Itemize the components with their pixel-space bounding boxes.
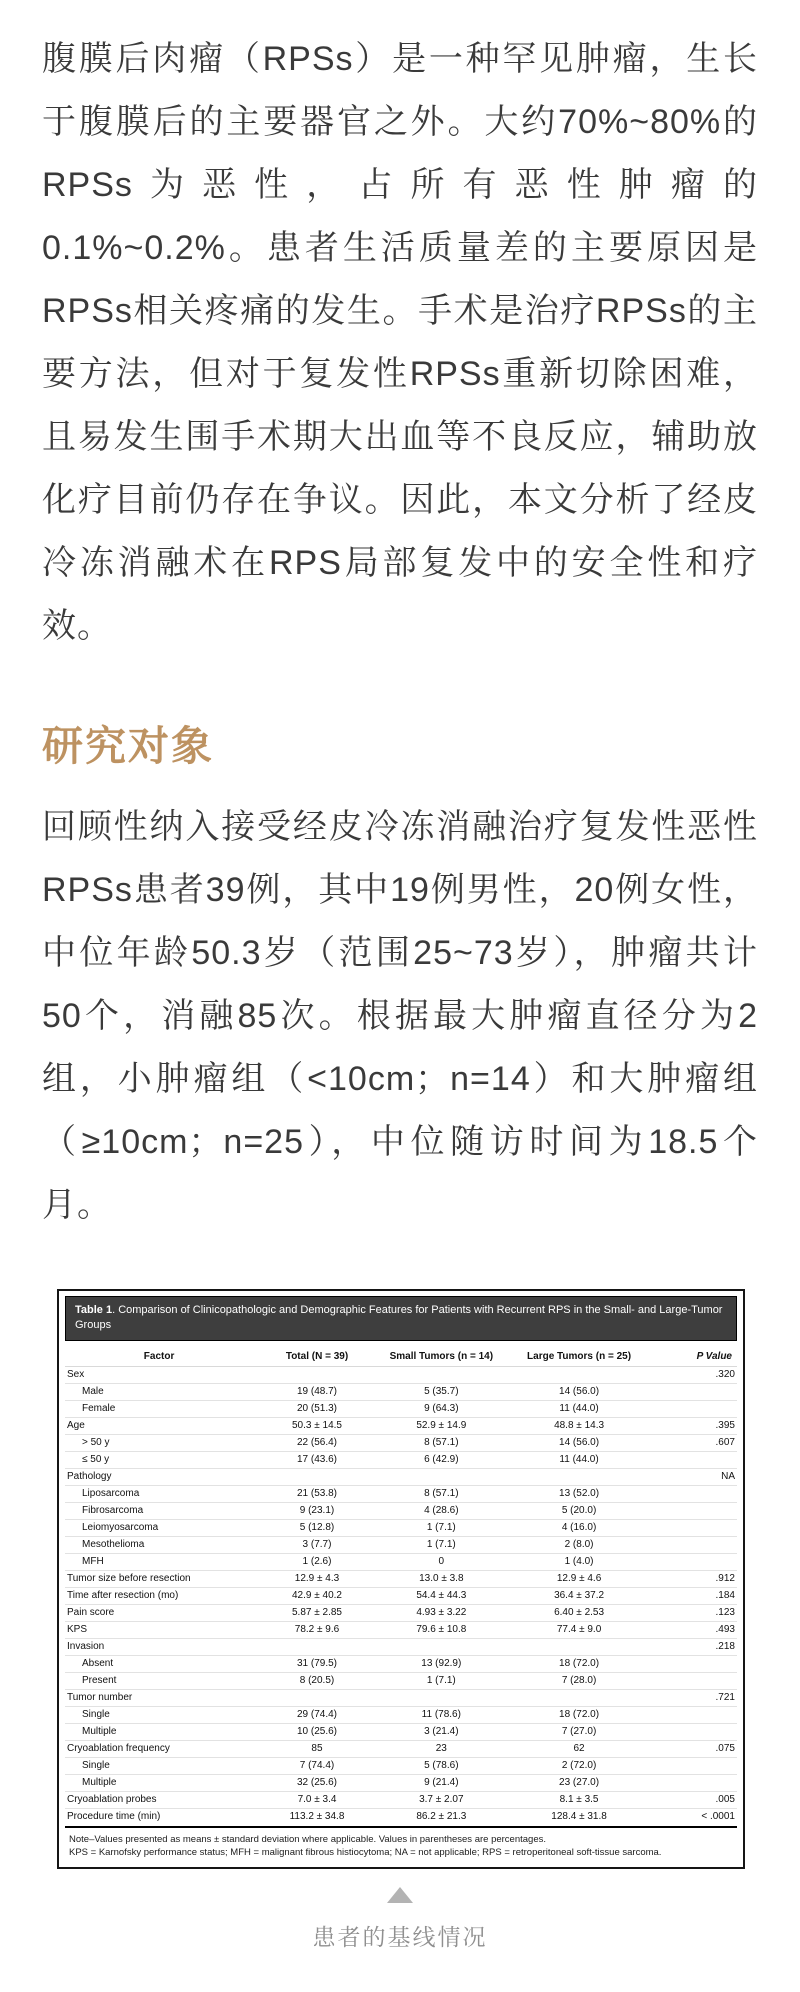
cell-pvalue <box>656 1775 737 1792</box>
row-label: Absent <box>65 1656 253 1673</box>
cell-value <box>381 1469 502 1486</box>
cell-value: 7 (27.0) <box>502 1724 657 1741</box>
cell-pvalue <box>656 1503 737 1520</box>
table-row <box>65 1809 737 1826</box>
cell-pvalue: .218 <box>656 1639 737 1656</box>
row-label: Age <box>65 1418 253 1435</box>
cell-pvalue: NA <box>656 1469 737 1486</box>
table-row <box>65 1435 737 1452</box>
row-label: > 50 y <box>65 1435 253 1452</box>
row-label: Multiple <box>65 1724 253 1741</box>
cell-value: 20 (51.3) <box>253 1401 381 1418</box>
cell-value <box>502 1690 657 1707</box>
row-label: Single <box>65 1758 253 1775</box>
cell-value: 6.40 ± 2.53 <box>502 1605 657 1622</box>
cell-value: 8 (57.1) <box>381 1435 502 1452</box>
cell-pvalue <box>656 1724 737 1741</box>
cell-value: 14 (56.0) <box>502 1435 657 1452</box>
table-note-line2: KPS = Karnofsky performance status; MFH = malignant fibrous histiocytoma; NA = not applicable; RPS = retroperitoneal soft-tissue sarcoma. <box>69 1847 662 1858</box>
cell-value: 42.9 ± 40.2 <box>253 1588 381 1605</box>
cell-value: 54.4 ± 44.3 <box>381 1588 502 1605</box>
cell-value: 21 (53.8) <box>253 1486 381 1503</box>
row-label: MFH <box>65 1554 253 1571</box>
cell-value: 77.4 ± 9.0 <box>502 1622 657 1639</box>
cell-value: 1 (7.1) <box>381 1537 502 1554</box>
row-label: Female <box>65 1401 253 1418</box>
cell-value: 8 (20.5) <box>253 1673 381 1690</box>
cell-value: 13.0 ± 3.8 <box>381 1571 502 1588</box>
table-row <box>65 1571 737 1588</box>
cell-value: 9 (64.3) <box>381 1401 502 1418</box>
cell-value: 12.9 ± 4.3 <box>253 1571 381 1588</box>
cell-pvalue: < .0001 <box>701 1811 735 1822</box>
section-heading: 研究对象 <box>42 723 214 769</box>
table-note-line1: Note–Values presented as means ± standard deviation where applicable. Values in parentheses are percentages. <box>69 1834 546 1845</box>
row-label: Invasion <box>65 1639 253 1656</box>
table-row <box>65 1401 737 1418</box>
table-note <box>65 1826 737 1863</box>
cell-value <box>253 1367 381 1384</box>
cell-pvalue: .395 <box>656 1418 737 1435</box>
cell-value: 2 (8.0) <box>502 1537 657 1554</box>
cell-value: 5 (78.6) <box>381 1758 502 1775</box>
cell-value: 18 (72.0) <box>502 1656 657 1673</box>
cell-value <box>253 1690 381 1707</box>
table-row <box>65 1486 737 1503</box>
col-header-total: Total (N = 39) <box>253 1344 381 1367</box>
cell-value <box>253 1639 381 1656</box>
cell-value <box>502 1367 657 1384</box>
cell-value: 86.2 ± 21.3 <box>416 1811 467 1822</box>
cell-value: 3 (7.7) <box>253 1537 381 1554</box>
cell-value: 8 (57.1) <box>381 1486 502 1503</box>
cell-value: 36.4 ± 37.2 <box>502 1588 657 1605</box>
cell-pvalue <box>656 1520 737 1537</box>
cell-value <box>381 1367 502 1384</box>
col-header-large-tumors: Large Tumors (n = 25) <box>502 1344 657 1367</box>
clinical-table <box>65 1344 737 1825</box>
cell-value: 23 <box>381 1741 502 1758</box>
cell-value: 22 (56.4) <box>253 1435 381 1452</box>
cell-value: 85 <box>253 1741 381 1758</box>
cell-value: 23 (27.0) <box>502 1775 657 1792</box>
table-row <box>65 1469 737 1486</box>
cell-value: 1 (4.0) <box>502 1554 657 1571</box>
cell-value: 5 (20.0) <box>502 1503 657 1520</box>
table-title-label: Table 1 <box>75 1304 113 1316</box>
row-label: Cryoablation probes <box>65 1792 253 1809</box>
cell-value: 31 (79.5) <box>253 1656 381 1673</box>
table-row <box>65 1775 737 1792</box>
cell-value: 12.9 ± 4.6 <box>502 1571 657 1588</box>
cell-pvalue: .005 <box>656 1792 737 1809</box>
col-header-pvalue: P Value <box>656 1344 737 1367</box>
table-title-text: . Comparison of Clinicopathologic and Demographic Features for Patients with Recurrent RPS in the Small- and Large-Tumor Groups <box>75 1304 723 1331</box>
row-label: Sex <box>65 1367 253 1384</box>
cell-value: 11 (78.6) <box>381 1707 502 1724</box>
table-row <box>65 1503 737 1520</box>
cell-pvalue: .123 <box>656 1605 737 1622</box>
cell-value: 62 <box>502 1741 657 1758</box>
table-figure <box>57 1289 745 1869</box>
cell-value: 4 (28.6) <box>381 1503 502 1520</box>
triangle-up-icon <box>387 1887 413 1903</box>
row-label: KPS <box>65 1622 253 1639</box>
cell-value: 3.7 ± 2.07 <box>381 1792 502 1809</box>
row-label: Multiple <box>65 1775 253 1792</box>
cell-pvalue <box>656 1758 737 1775</box>
row-label: ≤ 50 y <box>65 1452 253 1469</box>
table-row <box>65 1588 737 1605</box>
cell-pvalue <box>656 1401 737 1418</box>
table-body <box>65 1367 737 1826</box>
table-row <box>65 1452 737 1469</box>
cell-value: 11 (44.0) <box>502 1401 657 1418</box>
table-title-bar <box>65 1296 737 1341</box>
row-label: Pain score <box>65 1605 253 1622</box>
cell-value: 17 (43.6) <box>253 1452 381 1469</box>
cell-value: 19 (48.7) <box>253 1384 381 1401</box>
table-row <box>65 1537 737 1554</box>
row-label: Liposarcoma <box>65 1486 253 1503</box>
row-label: Pathology <box>65 1469 253 1486</box>
cell-pvalue: .493 <box>656 1622 737 1639</box>
cell-pvalue <box>656 1452 737 1469</box>
cell-pvalue: .607 <box>656 1435 737 1452</box>
cell-value: 7 (74.4) <box>253 1758 381 1775</box>
cell-pvalue <box>656 1554 737 1571</box>
cell-value: 4 (16.0) <box>502 1520 657 1537</box>
cell-value: 14 (56.0) <box>502 1384 657 1401</box>
cell-value: 13 (52.0) <box>502 1486 657 1503</box>
table-row <box>65 1384 737 1401</box>
table-row <box>65 1554 737 1571</box>
cell-pvalue <box>656 1656 737 1673</box>
cell-value: 32 (25.6) <box>253 1775 381 1792</box>
cell-value: 50.3 ± 14.5 <box>253 1418 381 1435</box>
cell-value: 18 (72.0) <box>502 1707 657 1724</box>
cell-value: 5 (35.7) <box>381 1384 502 1401</box>
table-caption: 患者的基线情况 <box>312 1924 488 1950</box>
cell-value: 7 (28.0) <box>502 1673 657 1690</box>
cell-value <box>502 1469 657 1486</box>
table-row <box>65 1605 737 1622</box>
row-label: Cryoablation frequency <box>65 1741 253 1758</box>
row-label: Present <box>65 1673 253 1690</box>
table-row <box>65 1622 737 1639</box>
row-label: Mesothelioma <box>65 1537 253 1554</box>
row-label: Fibrosarcoma <box>65 1503 253 1520</box>
cell-value: 10 (25.6) <box>253 1724 381 1741</box>
cell-value: 128.4 ± 31.8 <box>551 1811 607 1822</box>
cell-pvalue: .184 <box>656 1588 737 1605</box>
cell-value: 29 (74.4) <box>253 1707 381 1724</box>
cell-value: 3 (21.4) <box>381 1724 502 1741</box>
col-header-small-tumors: Small Tumors (n = 14) <box>381 1344 502 1367</box>
cell-pvalue <box>656 1707 737 1724</box>
cell-pvalue <box>656 1384 737 1401</box>
cell-value: 13 (92.9) <box>381 1656 502 1673</box>
col-header-factor: Factor <box>65 1344 253 1367</box>
table-row <box>65 1673 737 1690</box>
table-row <box>65 1520 737 1537</box>
table-row <box>65 1367 737 1384</box>
cell-value: 113.2 ± 34.8 <box>289 1811 345 1822</box>
cell-value: 5.87 ± 2.85 <box>253 1605 381 1622</box>
table-row <box>65 1792 737 1809</box>
row-label: Male <box>65 1384 253 1401</box>
intro-paragraph: 腹膜后肉瘤（RPSs）是一种罕见肿瘤，生长于腹膜后的主要器官之外。大约70%~80%的RPSs为恶性，占所有恶性肿瘤的0.1%~0.2%。患者生活质量差的主要原因是RPSs相关疼痛的发生。手术是治疗RPSs的主要方法，但对于复发性RPSs重新切除困难，且易发生围手术期大出血等不良反应，辅助放化疗目前仍存在争议。因此，本文分析了经皮冷冻消融术在RPS局部复发中的安全性和疗效。 <box>42 40 758 645</box>
cell-value: 6 (42.9) <box>381 1452 502 1469</box>
cell-value: 1 (7.1) <box>381 1520 502 1537</box>
row-label: Procedure time (min) <box>67 1811 161 1822</box>
cell-value: 2 (72.0) <box>502 1758 657 1775</box>
cell-pvalue: .320 <box>656 1367 737 1384</box>
table-row <box>65 1758 737 1775</box>
row-label: Tumor number <box>65 1690 253 1707</box>
row-label: Leiomyosarcoma <box>65 1520 253 1537</box>
cell-pvalue <box>656 1486 737 1503</box>
cell-value: 4.93 ± 3.22 <box>381 1605 502 1622</box>
cell-value: 79.6 ± 10.8 <box>381 1622 502 1639</box>
cell-value: 48.8 ± 14.3 <box>502 1418 657 1435</box>
table-row <box>65 1724 737 1741</box>
table-row <box>65 1707 737 1724</box>
table-row <box>65 1639 737 1656</box>
cell-value <box>253 1469 381 1486</box>
table-row <box>65 1418 737 1435</box>
cell-pvalue <box>656 1673 737 1690</box>
cell-pvalue <box>656 1537 737 1554</box>
table-row <box>65 1656 737 1673</box>
cell-pvalue: .075 <box>656 1741 737 1758</box>
cell-value <box>381 1690 502 1707</box>
row-label: Time after resection (mo) <box>65 1588 253 1605</box>
table-row <box>65 1741 737 1758</box>
cell-pvalue: .912 <box>656 1571 737 1588</box>
cell-value: 0 <box>381 1554 502 1571</box>
cell-value: 11 (44.0) <box>502 1452 657 1469</box>
study-paragraph: 回顾性纳入接受经皮冷冻消融治疗复发性恶性RPSs患者39例，其中19例男性，20例女性，中位年龄50.3岁（范围25~73岁），肿瘤共计50个，消融85次。根据最大肿瘤直径分为2组，小肿瘤组（<10cm；n=14）和大肿瘤组（≥10cm；n=25），中位随访时间为18.5个月。 <box>42 808 758 1224</box>
cell-value: 9 (21.4) <box>381 1775 502 1792</box>
cell-value: 9 (23.1) <box>253 1503 381 1520</box>
cell-value <box>381 1639 502 1656</box>
row-label: Tumor size before resection <box>65 1571 253 1588</box>
cell-pvalue: .721 <box>656 1690 737 1707</box>
cell-value <box>502 1639 657 1656</box>
cell-value: 7.0 ± 3.4 <box>253 1792 381 1809</box>
cell-value: 78.2 ± 9.6 <box>253 1622 381 1639</box>
figure-footer <box>42 1887 758 1952</box>
cell-value: 1 (7.1) <box>381 1673 502 1690</box>
cell-value: 1 (2.6) <box>253 1554 381 1571</box>
cell-value: 5 (12.8) <box>253 1520 381 1537</box>
cell-value: 52.9 ± 14.9 <box>381 1418 502 1435</box>
table-row <box>65 1690 737 1707</box>
row-label: Single <box>65 1707 253 1724</box>
cell-value: 8.1 ± 3.5 <box>502 1792 657 1809</box>
table-header-row <box>65 1344 737 1367</box>
